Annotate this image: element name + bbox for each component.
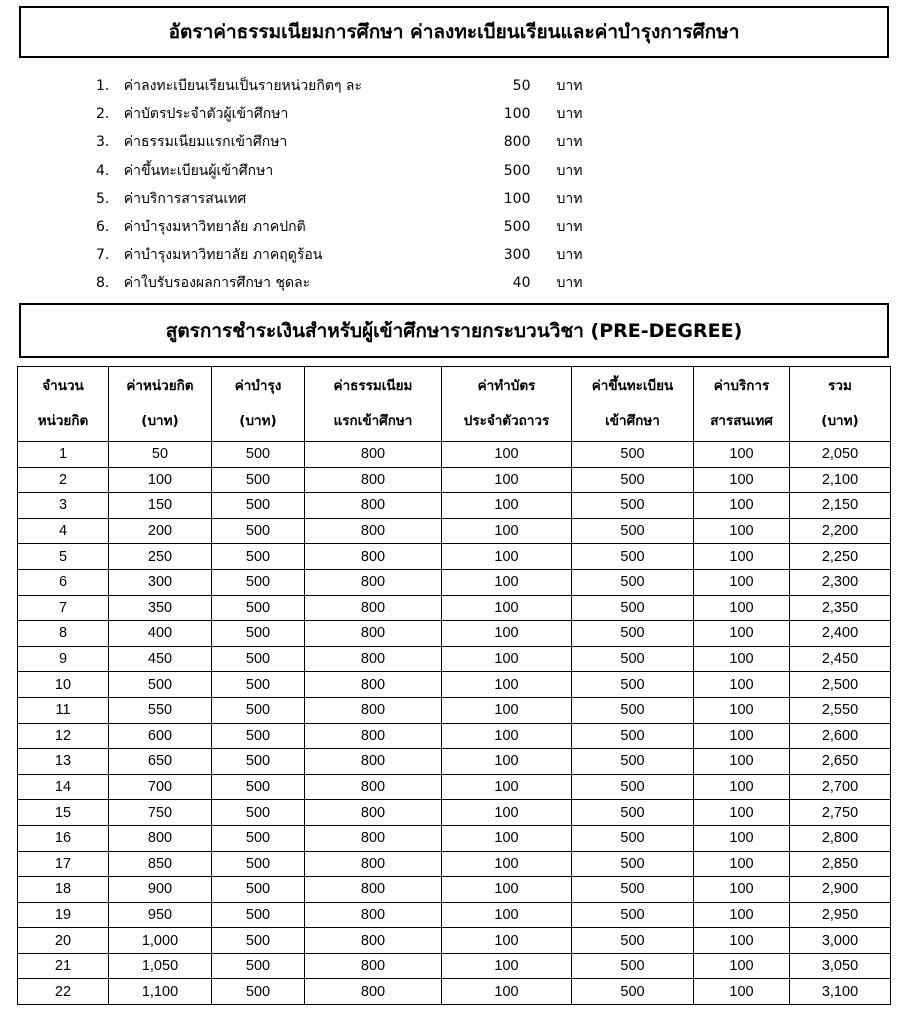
table-cell: 1,100 [109,979,212,1005]
table-cell: 250 [109,544,212,570]
column-header-line: ค่าบริการ [713,378,770,394]
fee-number: 8. [96,275,110,292]
table-cell: 100 [694,979,790,1005]
table-cell: 15 [18,800,109,826]
table-cell: 11 [18,697,109,723]
table-cell: 2,100 [790,467,891,493]
table-cell: 100 [442,672,572,698]
table-cell: 500 [212,621,305,647]
table-cell: 650 [109,749,212,775]
table-cell: 17 [18,851,109,877]
table-cell: 100 [694,518,790,544]
table-cell: 500 [212,902,305,928]
table-cell: 10 [18,672,109,698]
table-cell: 800 [305,493,442,519]
fee-item [96,157,616,185]
fee-item [96,100,616,128]
fee-unit: บาท [556,106,583,123]
table-cell: 100 [442,569,572,595]
table-cell: 500 [212,928,305,954]
table-header-row [18,367,891,442]
table-cell: 500 [572,621,694,647]
table-cell: 800 [305,672,442,698]
table-row [18,851,891,877]
table-cell: 500 [572,672,694,698]
table-cell: 100 [442,493,572,519]
table-cell: 5 [18,544,109,570]
table-cell: 2,950 [790,902,891,928]
table-cell: 500 [572,877,694,903]
fee-number: 1. [96,78,110,95]
table-cell: 9 [18,646,109,672]
table-cell: 500 [572,979,694,1005]
table-cell: 21 [18,953,109,979]
table-cell: 12 [18,723,109,749]
table-cell: 100 [442,595,572,621]
table-cell: 800 [305,595,442,621]
table-row [18,544,891,570]
table-cell: 500 [212,569,305,595]
table-cell: 800 [305,749,442,775]
fee-amount: 800 [503,134,531,151]
table-row [18,825,891,851]
table-cell: 500 [572,851,694,877]
table-cell: 500 [212,979,305,1005]
table-cell: 3 [18,493,109,519]
table-cell: 500 [212,518,305,544]
section-title: สูตรการชำระเงินสำหรับผู้เข้าศึกษารายกระบวนวิชา (PRE-DEGREE) [165,319,743,342]
table-cell: 2,700 [790,774,891,800]
table-cell: 100 [694,493,790,519]
fee-unit: บาท [556,162,583,179]
table-cell: 450 [109,646,212,672]
fee-unit: บาท [556,78,583,95]
fee-unit: บาท [556,247,583,264]
table-cell: 2,150 [790,493,891,519]
table-cell: 500 [572,825,694,851]
table-cell: 100 [694,825,790,851]
table-cell: 800 [305,646,442,672]
table-cell: 16 [18,825,109,851]
table-cell: 800 [305,569,442,595]
table-cell: 100 [442,902,572,928]
table-cell: 100 [442,800,572,826]
fee-number: 7. [96,247,110,264]
table-cell: 100 [442,442,572,468]
table-cell: 800 [305,697,442,723]
table-cell: 500 [212,825,305,851]
table-cell: 100 [442,467,572,493]
table-cell: 100 [442,825,572,851]
table-cell: 100 [694,774,790,800]
table-cell: 850 [109,851,212,877]
column-header-line: ประจำตัวถาวร [463,413,550,429]
table-cell: 1,050 [109,953,212,979]
table-cell: 100 [442,851,572,877]
table-cell: 700 [109,774,212,800]
fee-label: ค่าบำรุงมหาวิทยาลัย ภาคฤดูร้อน [123,247,323,264]
table-cell: 800 [305,877,442,903]
table-cell: 2 [18,467,109,493]
table-cell: 50 [109,442,212,468]
column-header-line: จำนวน [42,378,84,394]
fee-number: 3. [96,134,110,151]
fee-label: ค่าลงทะเบียนเรียนเป็นรายหน่วยกิตๆ ละ [123,78,363,95]
fee-item [96,128,616,156]
table-cell: 100 [442,928,572,954]
table-row [18,928,891,954]
table-cell: 350 [109,595,212,621]
table-cell: 7 [18,595,109,621]
column-header [694,367,790,442]
fee-unit: บาท [556,219,583,236]
table-cell: 8 [18,621,109,647]
table-cell: 500 [212,723,305,749]
fee-amount: 500 [503,162,531,179]
table-cell: 100 [694,877,790,903]
table-cell: 2,300 [790,569,891,595]
table-cell: 800 [305,953,442,979]
table-cell: 400 [109,621,212,647]
table-cell: 500 [212,595,305,621]
table-cell: 100 [694,851,790,877]
table-cell: 800 [305,723,442,749]
table-cell: 100 [694,928,790,954]
table-row [18,493,891,519]
table-row [18,877,891,903]
table-cell: 500 [212,697,305,723]
table-cell: 800 [305,621,442,647]
table-cell: 800 [305,800,442,826]
fee-label: ค่าบริการสารสนเทศ [123,190,247,207]
table-cell: 500 [572,493,694,519]
fee-label: ค่าใบรับรองผลการศึกษา ชุดละ [123,275,311,292]
table-cell: 4 [18,518,109,544]
column-header-line: เข้าศึกษา [605,413,660,429]
table-cell: 13 [18,749,109,775]
column-header [305,367,442,442]
table-cell: 600 [109,723,212,749]
column-header [212,367,305,442]
table-cell: 14 [18,774,109,800]
table-cell: 100 [694,672,790,698]
table-cell: 100 [442,749,572,775]
table-row [18,595,891,621]
fee-label: ค่าบัตรประจำตัวผู้เข้าศึกษา [123,106,289,123]
table-cell: 2,450 [790,646,891,672]
table-row [18,774,891,800]
table-cell: 3,000 [790,928,891,954]
table-cell: 2,500 [790,672,891,698]
table-cell: 6 [18,569,109,595]
table-cell: 500 [212,672,305,698]
fee-amount: 300 [503,247,531,264]
table-cell: 100 [442,979,572,1005]
table-cell: 500 [572,902,694,928]
table-cell: 500 [572,697,694,723]
column-header [572,367,694,442]
table-cell: 500 [212,749,305,775]
table-cell: 1,000 [109,928,212,954]
table-cell: 800 [305,902,442,928]
fee-table [17,366,891,1005]
fee-item [96,213,616,241]
table-cell: 100 [442,953,572,979]
table-row [18,518,891,544]
table-cell: 800 [109,825,212,851]
table-cell: 100 [442,518,572,544]
table-cell: 500 [212,544,305,570]
table-cell: 500 [212,953,305,979]
table-cell: 500 [212,442,305,468]
table-cell: 100 [442,877,572,903]
fee-item [96,185,616,213]
column-header [790,367,891,442]
table-cell: 100 [694,646,790,672]
table-cell: 2,250 [790,544,891,570]
table-row [18,979,891,1005]
column-header-line: ค่าทำบัตร [477,378,536,394]
fee-unit: บาท [556,134,583,151]
table-row [18,467,891,493]
table-row [18,697,891,723]
table-cell: 18 [18,877,109,903]
table-cell: 100 [694,569,790,595]
table-cell: 100 [694,544,790,570]
table-row [18,800,891,826]
fee-number: 6. [96,219,110,236]
column-header [18,367,109,442]
table-cell: 1 [18,442,109,468]
table-cell: 500 [212,800,305,826]
table-cell: 800 [305,928,442,954]
table-cell: 2,650 [790,749,891,775]
table-cell: 22 [18,979,109,1005]
fee-amount: 50 [512,78,531,95]
table-cell: 500 [572,518,694,544]
column-header-line: (บาท) [239,413,277,429]
table-row [18,902,891,928]
table-cell: 100 [442,621,572,647]
table-cell: 500 [572,569,694,595]
table-cell: 20 [18,928,109,954]
column-header-line: (บาท) [141,413,179,429]
section-title-box [19,303,889,358]
column-header-line: ค่าขึ้นทะเบียน [591,378,674,394]
table-cell: 2,200 [790,518,891,544]
fee-item [96,269,616,297]
fee-list [96,72,616,298]
table-row [18,621,891,647]
table-cell: 100 [694,697,790,723]
table-cell: 2,400 [790,621,891,647]
table-cell: 500 [212,851,305,877]
table-row [18,749,891,775]
table-cell: 500 [212,467,305,493]
table-cell: 800 [305,979,442,1005]
table-cell: 500 [572,595,694,621]
fee-label: ค่าบำรุงมหาวิทยาลัย ภาคปกติ [123,219,306,236]
table-cell: 500 [572,467,694,493]
table-cell: 500 [572,442,694,468]
table-cell: 100 [694,442,790,468]
table-cell: 100 [442,544,572,570]
table-cell: 500 [572,646,694,672]
table-cell: 500 [212,877,305,903]
table-cell: 500 [212,774,305,800]
table-cell: 500 [572,953,694,979]
column-header-line: ค่าหน่วยกิต [126,378,194,394]
table-row [18,953,891,979]
table-cell: 500 [572,544,694,570]
fee-item [96,241,616,269]
table-row [18,442,891,468]
table-row [18,723,891,749]
table-cell: 800 [305,467,442,493]
page-title: อัตราค่าธรรมเนียมการศึกษา ค่าลงทะเบียนเรียนและค่าบำรุงการศึกษา [168,21,740,43]
table-cell: 100 [109,467,212,493]
table-cell: 2,350 [790,595,891,621]
table-cell: 2,550 [790,697,891,723]
fee-amount: 100 [503,106,531,123]
fee-unit: บาท [556,275,583,292]
table-cell: 200 [109,518,212,544]
table-cell: 500 [572,774,694,800]
fee-number: 5. [96,190,110,207]
table-cell: 800 [305,518,442,544]
table-cell: 100 [694,953,790,979]
fee-label: ค่าธรรมเนียมแรกเข้าศึกษา [123,134,288,151]
fee-number: 2. [96,106,110,123]
table-row [18,569,891,595]
table-cell: 100 [442,774,572,800]
table-cell: 2,600 [790,723,891,749]
table-cell: 2,800 [790,825,891,851]
table-cell: 100 [694,902,790,928]
table-cell: 100 [694,749,790,775]
table-cell: 100 [694,621,790,647]
table-cell: 500 [572,800,694,826]
table-cell: 100 [442,723,572,749]
fee-unit: บาท [556,190,583,207]
table-cell: 2,050 [790,442,891,468]
fee-label: ค่าขึ้นทะเบียนผู้เข้าศึกษา [123,162,274,179]
column-header-line: หน่วยกิต [37,413,89,429]
column-header-line: ค่าธรรมเนียม [333,378,413,394]
table-body [18,442,891,1005]
table-cell: 100 [694,800,790,826]
column-header-line: รวม [828,378,852,394]
table-cell: 100 [694,723,790,749]
table-cell: 2,850 [790,851,891,877]
table-cell: 800 [305,544,442,570]
table-cell: 150 [109,493,212,519]
fee-amount: 100 [503,190,531,207]
table-cell: 300 [109,569,212,595]
table-cell: 19 [18,902,109,928]
table-cell: 3,050 [790,953,891,979]
table-cell: 3,100 [790,979,891,1005]
table-cell: 800 [305,774,442,800]
page-title-box [19,6,889,58]
table-cell: 100 [442,697,572,723]
table-cell: 950 [109,902,212,928]
table-cell: 500 [572,723,694,749]
table-cell: 100 [442,646,572,672]
fee-number: 4. [96,162,110,179]
table-row [18,646,891,672]
table-cell: 800 [305,442,442,468]
table-cell: 500 [212,646,305,672]
table-cell: 500 [572,928,694,954]
fee-amount: 40 [512,275,531,292]
fee-item [96,72,616,100]
table-cell: 800 [305,825,442,851]
column-header [109,367,212,442]
table-cell: 500 [109,672,212,698]
table-cell: 2,900 [790,877,891,903]
table-cell: 100 [694,595,790,621]
table-cell: 800 [305,851,442,877]
column-header-line: (บาท) [821,413,859,429]
table-cell: 100 [694,467,790,493]
column-header-line: สารสนเทศ [710,413,773,429]
table-cell: 550 [109,697,212,723]
table-cell: 750 [109,800,212,826]
column-header-line: แรกเข้าศึกษา [333,413,413,429]
table-row [18,672,891,698]
table-cell: 500 [572,749,694,775]
table-cell: 900 [109,877,212,903]
fee-amount: 500 [503,219,531,236]
column-header-line: ค่าบำรุง [234,378,282,394]
column-header [442,367,572,442]
table-cell: 2,750 [790,800,891,826]
table-cell: 500 [212,493,305,519]
